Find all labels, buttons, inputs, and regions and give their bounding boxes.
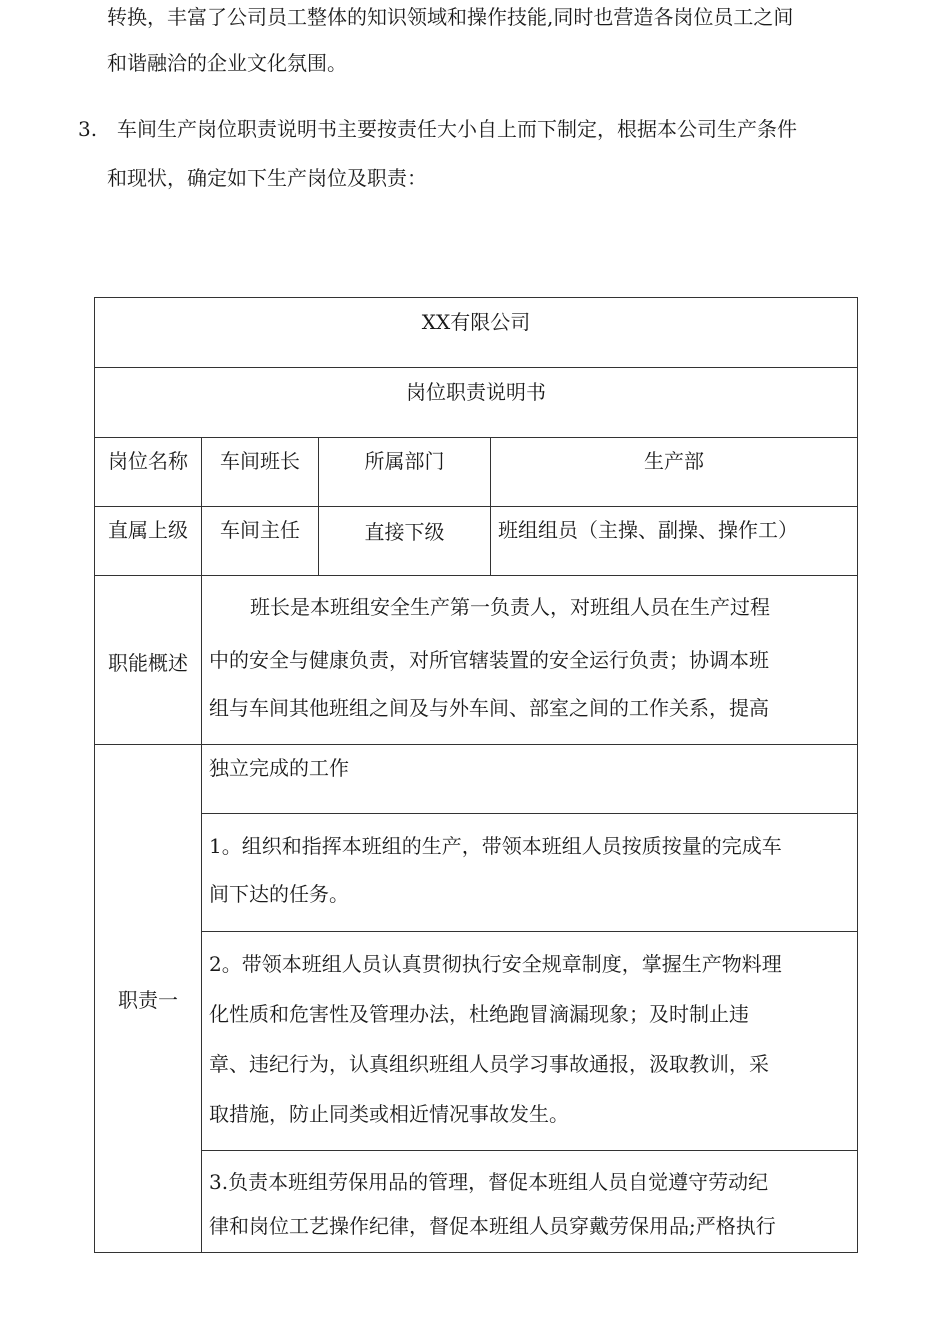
label-duty-one: 职责一 xyxy=(118,988,178,1012)
intro-line-1: 转换，丰富了公司员工整体的知识领域和操作技能,同时也营造各岗位员工之间 xyxy=(107,5,794,29)
duty-item-3-line-2: 律和岗位工艺操作纪律，督促本班组人员穿戴劳保用品;严格执行 xyxy=(209,1214,776,1238)
duty-item-3-line-1: 3.负责本班组劳保用品的管理，督促本班组人员自觉遵守劳动纪 xyxy=(209,1170,769,1194)
item-3-number: 3. xyxy=(78,117,98,141)
summary-line-3: 组与车间其他班组之间及与外车间、部室之间的工作关系，提高 xyxy=(209,696,769,720)
duty-item-2-line-1: 2。带领本班组人员认真贯彻执行安全规章制度，掌握生产物料理 xyxy=(209,952,782,976)
duty-item-1-line-1: 1。组织和指挥本班组的生产，带领本班组人员按质按量的完成车 xyxy=(209,834,782,858)
label-department: 所属部门 xyxy=(364,449,445,473)
item-3-line-1: 车间生产岗位职责说明书主要按责任大小自上而下制定，根据本公司生产条件 xyxy=(117,117,797,141)
value-position-name: 车间班长 xyxy=(220,449,300,473)
summary-line-2: 中的安全与健康负责，对所官辖装置的安全运行负责；协调本班 xyxy=(209,648,769,672)
intro-line-2: 和谐融洽的企业文化氛围。 xyxy=(107,51,347,75)
label-direct-superior: 直属上级 xyxy=(108,518,188,542)
summary-line-1: 班长是本班组安全生产第一负责人，对班组人员在生产过程 xyxy=(250,595,770,619)
company-name: XX有限公司 xyxy=(421,310,531,334)
value-direct-subordinate: 班组组员（主操、副操、操作工） xyxy=(498,518,798,542)
job-description-table xyxy=(94,297,858,1253)
value-direct-superior: 车间主任 xyxy=(220,518,300,542)
duty-item-1-line-2: 间下达的任务。 xyxy=(209,882,349,906)
duty-heading: 独立完成的工作 xyxy=(209,756,349,780)
label-direct-subordinate: 直接下级 xyxy=(364,520,445,544)
duty-item-2-line-2: 化性质和危害性及管理办法，杜绝跑冒滴漏现象；及时制止违 xyxy=(209,1002,749,1026)
value-department: 生产部 xyxy=(644,449,704,473)
duty-item-2-line-4: 取措施，防止同类或相近情况事故发生。 xyxy=(209,1102,569,1126)
document-title: 岗位职责说明书 xyxy=(406,380,546,404)
label-position-name: 岗位名称 xyxy=(108,449,188,473)
item-3-line-2: 和现状，确定如下生产岗位及职责： xyxy=(107,166,427,190)
duty-item-2-line-3: 章、违纪行为，认真组织班组人员学习事故通报，汲取教训，采 xyxy=(209,1052,769,1076)
label-function-summary: 职能概述 xyxy=(108,651,188,675)
